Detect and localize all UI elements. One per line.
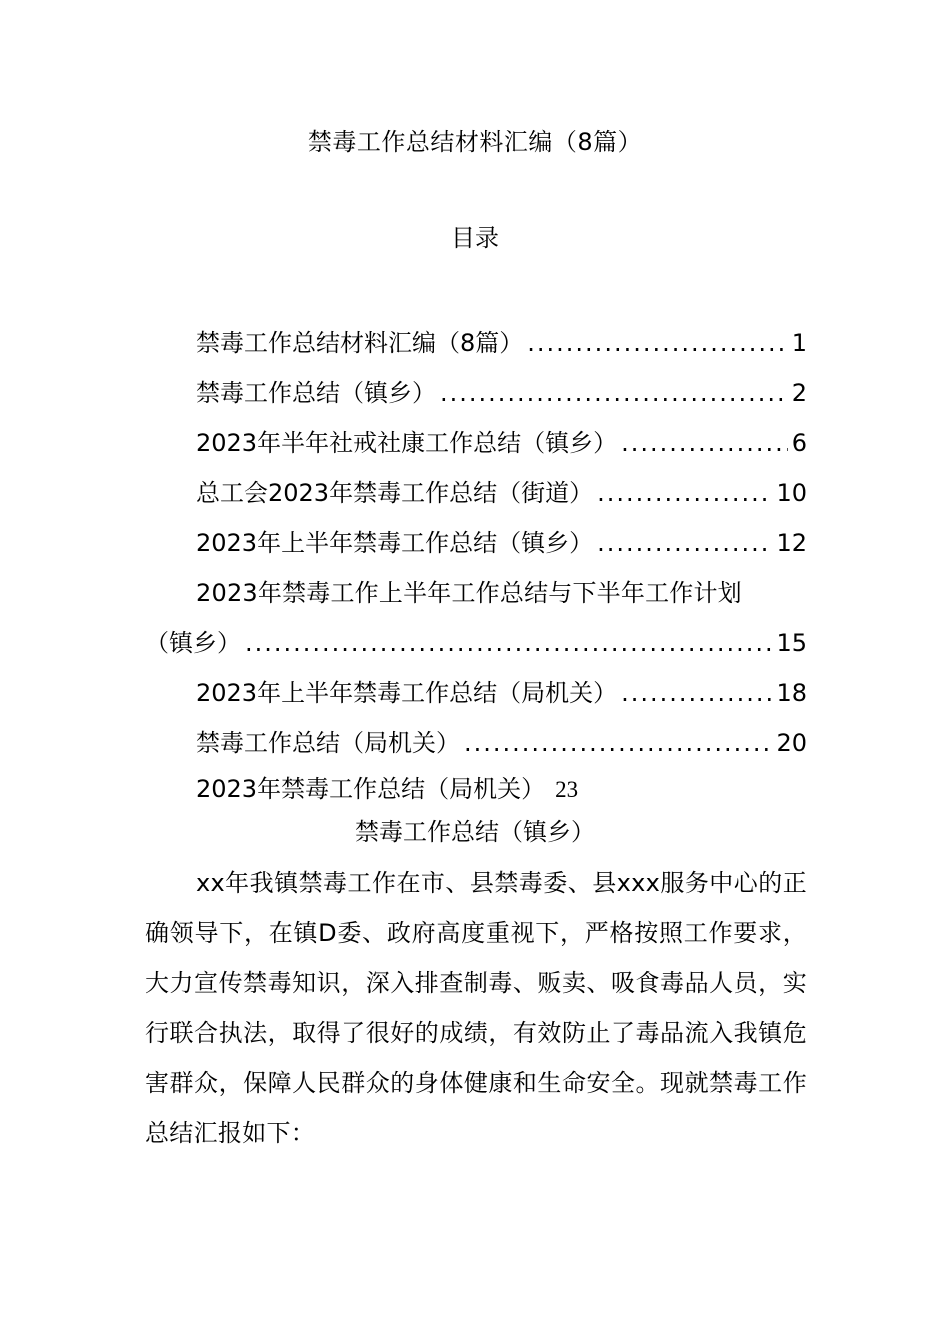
toc-entry-label: 禁毒工作总结（局机关） <box>196 729 460 757</box>
toc-entry-label: 2023年禁毒工作总结（局机关） <box>196 775 546 803</box>
toc-entry-label: 2023年上半年禁毒工作总结（局机关） <box>196 679 618 707</box>
toc-entry[interactable] <box>145 468 807 518</box>
toc-heading: 目录 <box>451 224 499 252</box>
toc-leader-dots <box>464 718 772 768</box>
toc-entry[interactable] <box>145 718 807 768</box>
toc-page-number: 1 <box>791 329 807 357</box>
toc-page-number: 6 <box>791 429 807 457</box>
toc-page-number: 15 <box>776 629 807 657</box>
toc-entry[interactable] <box>145 368 807 418</box>
toc-leader-dots <box>527 318 787 368</box>
toc-entry-label: 总工会2023年禁毒工作总结（街道） <box>196 479 594 507</box>
toc-page-number: 12 <box>776 529 807 557</box>
toc-entry[interactable] <box>145 318 807 368</box>
toc-entry[interactable] <box>145 768 807 810</box>
toc-entry[interactable] <box>145 618 807 668</box>
toc-entry-label: 禁毒工作总结材料汇编（8篇） <box>196 329 524 357</box>
toc-page-number: 20 <box>776 729 807 757</box>
toc-page-number: 2 <box>791 379 807 407</box>
toc-entry[interactable] <box>145 518 807 568</box>
toc-page-number: 23 <box>555 777 579 802</box>
body-paragraph: xx年我镇禁毒工作在市、县禁毒委、县xxx服务中心的正确领导下，在镇D委、政府高度重视下，严格按照工作要求，大力宣传禁毒知识，深入排查制毒、贩卖、吸食毒品人员，实行联合执法，取得了很好的成绩，有效防止了毒品流入我镇危害群众，保障人民群众的身体健康和生命安全。现就禁毒工作总结汇报如下： <box>145 869 808 1147</box>
toc-leader-dots <box>597 518 772 568</box>
toc-entry-label: （镇乡） <box>145 629 241 657</box>
toc-page-number: 18 <box>776 679 807 707</box>
toc-leader-dots <box>597 468 772 518</box>
toc-leader-dots <box>621 418 788 468</box>
toc-entry-wrapped-line[interactable]: 2023年禁毒工作上半年工作总结与下半年工作计划 <box>196 579 742 607</box>
toc-page-number: 10 <box>776 479 807 507</box>
body-text <box>145 858 807 1158</box>
table-of-contents <box>145 318 807 810</box>
toc-entry-label: 2023年半年社戒社康工作总结（镇乡） <box>196 429 618 457</box>
toc-leader-dots <box>621 668 772 718</box>
toc-entry-label: 2023年上半年禁毒工作总结（镇乡） <box>196 529 594 557</box>
toc-leader-dots <box>440 368 788 418</box>
document-title: 禁毒工作总结材料汇编（8篇） <box>307 128 643 156</box>
section-title: 禁毒工作总结（镇乡） <box>355 818 595 846</box>
toc-entry[interactable] <box>145 418 807 468</box>
toc-leader-dots <box>245 618 772 668</box>
toc-entry[interactable] <box>145 668 807 718</box>
toc-entry-label: 禁毒工作总结（镇乡） <box>196 379 436 407</box>
